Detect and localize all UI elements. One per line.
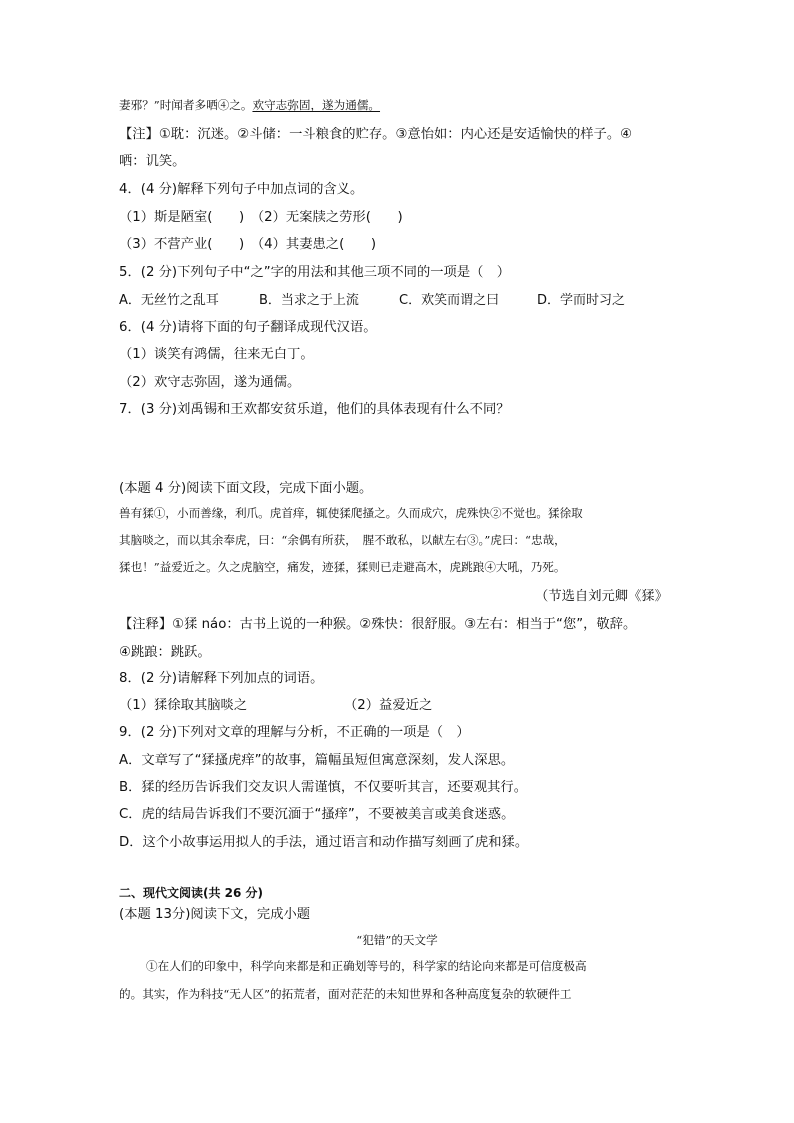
section-heading: 二、现代文阅读(共 26 分) [119, 886, 264, 900]
question-9-option-a: A．文章写了“猱搔虎痒”的故事，篇幅虽短但寓意深刻，发人深思。 [119, 753, 515, 768]
question-6-item-1: （1）谈笑有鸿儒，往来无白丁。 [119, 347, 314, 362]
option-a: A．无丝竹之乱耳 [119, 293, 219, 308]
note-line-2: 哂：讥笑。 [119, 154, 186, 169]
classical-passage-line-3: 猱也！”益爱近之。久之虎脑空，痛发，迹猱，猱则已走避高木，虎跳踉④大吼，乃死。 [119, 560, 566, 574]
article-paragraph-line-2: 的。其实，作为科技“无人区”的拓荒者，面对茫茫的未知世界和各种高度复杂的软硬件工 [119, 987, 572, 1001]
underlined-sentence: 欢守志弥固，遂为通儒。 [252, 98, 381, 112]
annotation-line-2: ④跳踉：跳跃。 [119, 645, 211, 660]
note-line-1: 【注】①耽：沉迷。②斗储：一斗粮食的贮存。③意怡如：内心还是安适愉快的样子。④ [119, 127, 633, 142]
question-7: 7．(3 分)刘禹锡和王欢都安贫乐道，他们的具体表现有什么不同？ [119, 402, 510, 417]
question-5-options [119, 289, 625, 308]
passage-tail-line [119, 97, 380, 113]
classical-passage-line-2: 其脑啖之，而以其余奉虎，曰：“余偶有所获， 腥不敢私，以献左右③。”虎曰：“忠哉， [119, 533, 566, 547]
question-8-item-1: （1）猱徐取其脑啖之 [119, 698, 248, 713]
classical-passage-line-1: 兽有猱①，小而善缘，利爪。虎首痒，辄使猱爬搔之。久而成穴，虎殊快②不觉也。猱徐取 [119, 506, 583, 520]
passage-source: （节选自刘元卿《猱》 [535, 589, 668, 604]
question-4: 4．(4 分)解释下列句子中加点词的含义。 [119, 182, 364, 197]
question-9-option-d: D．这个小故事运用拟人的手法，通过语言和动作描写刻画了虎和猱。 [119, 835, 529, 850]
question-4-items-1: （1）斯是陋室( ) （2）无案牍之劳形( ) [119, 210, 403, 225]
question-8: 8．(2 分)请解释下列加点的词语。 [119, 671, 324, 686]
question-8-item-2: （2）益爱近之 [344, 698, 433, 713]
question-6-item-2: （2）欢守志弥固，遂为通儒。 [119, 375, 301, 390]
passage-text: 妻邪？”时闻者多哂④之。 [119, 98, 253, 112]
question-8-items [119, 694, 432, 713]
option-d: D．学而时习之 [537, 293, 626, 308]
question-9-option-b: B．猱的经历告诉我们交友识人需谨慎，不仅要听其言，还要观其行。 [119, 780, 528, 795]
article-title: “犯错”的天文学 [356, 933, 438, 947]
annotation-line-1: 【注释】①猱 náo：古书上说的一种猴。②殊快：很舒服。③左右：相当于“您”，敬辞。 [119, 617, 637, 632]
question-5: 5．(2 分)下列句子中“之”字的用法和其他三项不同的一项是（ ） [119, 265, 511, 280]
option-b: B．当求之于上流 [259, 293, 359, 308]
option-c: C．欢笑而谓之曰 [399, 293, 500, 308]
question-4-items-2: （3）不营产业( ) （4）其妻患之( ) [119, 237, 377, 252]
question-9-option-c: C．虎的结局告诉我们不要沉湎于“搔痒”，不要被美言或美食迷惑。 [119, 807, 515, 822]
article-paragraph-line-1: ①在人们的印象中，科学向来都是和正确划等号的，科学家的结论向来都是可信度极高 [146, 959, 587, 973]
section-intro: (本题 4 分)阅读下面文段，完成下面小题。 [119, 481, 373, 496]
question-9: 9．(2 分)下列对文章的理解与分析，不正确的一项是（ ） [119, 725, 470, 740]
question-6: 6．(4 分)请将下面的句子翻译成现代汉语。 [119, 320, 377, 335]
reading-intro: (本题 13分)阅读下文，完成小题 [119, 907, 311, 922]
